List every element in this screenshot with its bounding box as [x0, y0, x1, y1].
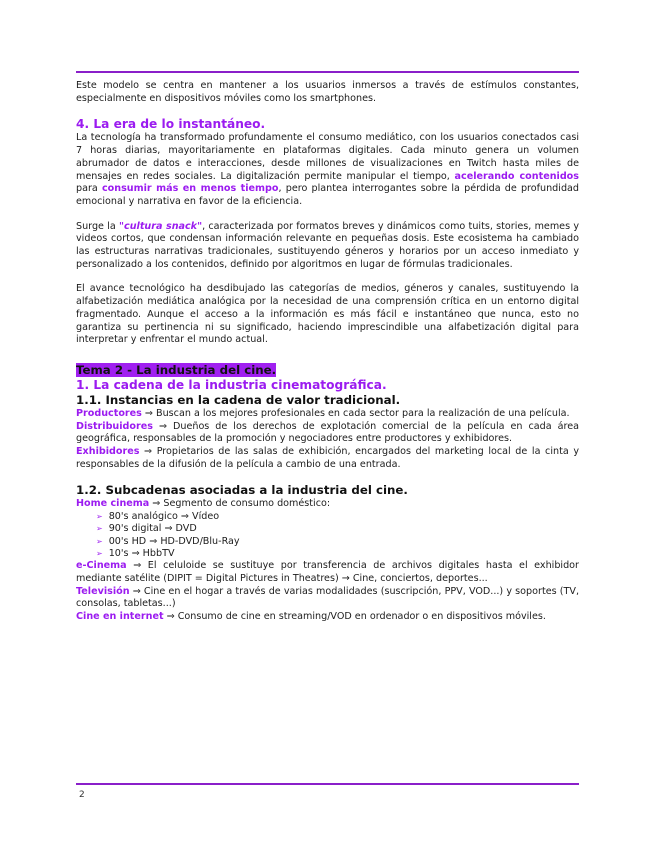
- exhibidores-entry: Exhibidores ⇒ Propietarios de las salas de exhibición, encargados del marketing local de la cinta y responsables de la difusión de la película a cambio de una entrada.: [76, 446, 579, 470]
- cine-internet-label: Cine en internet: [76, 611, 164, 623]
- list-item: ➢ 80's analógico ⇒ Vídeo: [96, 511, 220, 523]
- instancias-heading: 1.1. Instancias en la cadena de valor tradicional.: [76, 392, 401, 407]
- distribuidores-entry: Distribuidores ⇒ Dueños de los derechos de explotación comercial de la película en cada área geográfica, responsables de la promoción y negociadores entre productores y exhibidores.: [76, 420, 579, 445]
- intro-paragraph: Este modelo se centra en mantener a los usuarios inmersos a través de estímulos constantes, especialmente en dispositivos móviles como los smartphones.: [76, 80, 579, 104]
- television-entry: Televisión ⇒ Cine en el hogar a través de varias modalidades (suscripción, PPV, VOD...) y soportes (TV, consolas, tabletas...): [76, 585, 579, 610]
- cine-internet-entry: Cine en internet ⇒ Consumo de cine en streaming/VOD en ordenador o en dispositivos móviles.: [76, 611, 546, 623]
- section-4-heading: 4. La era de lo instantáneo.: [76, 117, 266, 132]
- arrow-bullet-icon: ➢: [96, 549, 103, 559]
- list-item: ➢ 10's ⇒ HbbTV: [96, 548, 175, 560]
- highlight-consumir: consumir más en menos tiempo: [101, 183, 279, 195]
- tema-2-title-line: [76, 359, 579, 378]
- highlight-cultura-snack: "cultura snack": [119, 220, 203, 232]
- exhibidores-label: Exhibidores: [76, 446, 140, 458]
- header-rule: [76, 71, 579, 73]
- footer-rule: [76, 783, 579, 785]
- arrow-bullet-icon: ➢: [96, 536, 103, 546]
- page-number: 2: [79, 790, 85, 800]
- ecinema-entry: e-Cinema ⇒ El celuloide se sustituye por transferencia de archivos digitales hasta el exhibidor mediante satélite (DIPIT = Digital Pictures in Theatres) → Cine, conciertos, deportes...: [76, 560, 579, 585]
- page-content: [76, 80, 579, 624]
- home-cinema-entry: Home cinema ⇒ Segmento de consumo doméstico:: [76, 498, 331, 510]
- distribuidores-label: Distribuidores: [76, 420, 153, 432]
- productores-label: Productores: [76, 407, 142, 419]
- home-cinema-label: Home cinema: [76, 498, 150, 510]
- subcadenas-heading: 1.2. Subcadenas asociadas a la industria del cine.: [76, 483, 408, 498]
- section-4-paragraph-3: El avance tecnológico ha desdibujado las categorías de medios, géneros y canales, sustituyendo la alfabetización mediática analógica por la necesidad de una comprensión crítica en un entorno digital fragmentado. Aunque el acceso a la información es más fácil e instantáneo que nunca, esto no garantiza su pertinencia ni su significado, haciendo imprescindible una alfabetización digital para interpretar y enfrentar el mundo actual.: [76, 283, 579, 346]
- tema-2-title: Tema 2 - La industria del cine.: [76, 362, 277, 377]
- section-4-paragraph-2: Surge la "cultura snack", caracterizada por formatos breves y dinámicos como tuits, stories, memes y videos cortos, que condensan información relevante en pequeñas dosis. Este ecosistema ha cambiado las estructuras narrativas tradicionales, sustituyendo géneros y horarios por un acceso inmediato y personalizado a los contenidos, definido por algoritmos en lugar de fórmulas tradicionales.: [76, 220, 579, 270]
- list-item: ➢ 90's digital ⇒ DVD: [96, 523, 197, 535]
- arrow-bullet-icon: ➢: [96, 524, 103, 534]
- section-4-paragraph-1: La tecnología ha transformado profundamente el consumo mediático, con los usuarios conectados casi 7 horas diarias, mayoritariamente en plataformas digitales. Cada minuto genera un volumen abrumador de datos e interacciones, desde millones de visualizaciones en Twitch hasta miles de mensajes en redes sociales. La digitalización permite manipular el tiempo, acelerando contenidos para consumir más en menos tiempo, pero plantea interrogantes sobre la pérdida de profundidad emocional y narrativa en favor de la eficiencia.: [76, 132, 580, 207]
- productores-entry: Productores ⇒ Buscan a los mejores profesionales en cada sector para la realización de una película.: [76, 407, 570, 419]
- arrow-bullet-icon: ➢: [96, 512, 103, 522]
- list-item: ➢ 00's HD ⇒ HD-DVD/Blu-Ray: [96, 535, 240, 547]
- television-label: Televisión: [76, 585, 130, 597]
- home-cinema-list: [76, 511, 579, 560]
- highlight-acelerando: acelerando contenidos: [454, 170, 579, 182]
- ecinema-label: e-Cinema: [76, 560, 127, 572]
- cadena-heading: 1. La cadena de la industria cinematográfica.: [76, 377, 387, 392]
